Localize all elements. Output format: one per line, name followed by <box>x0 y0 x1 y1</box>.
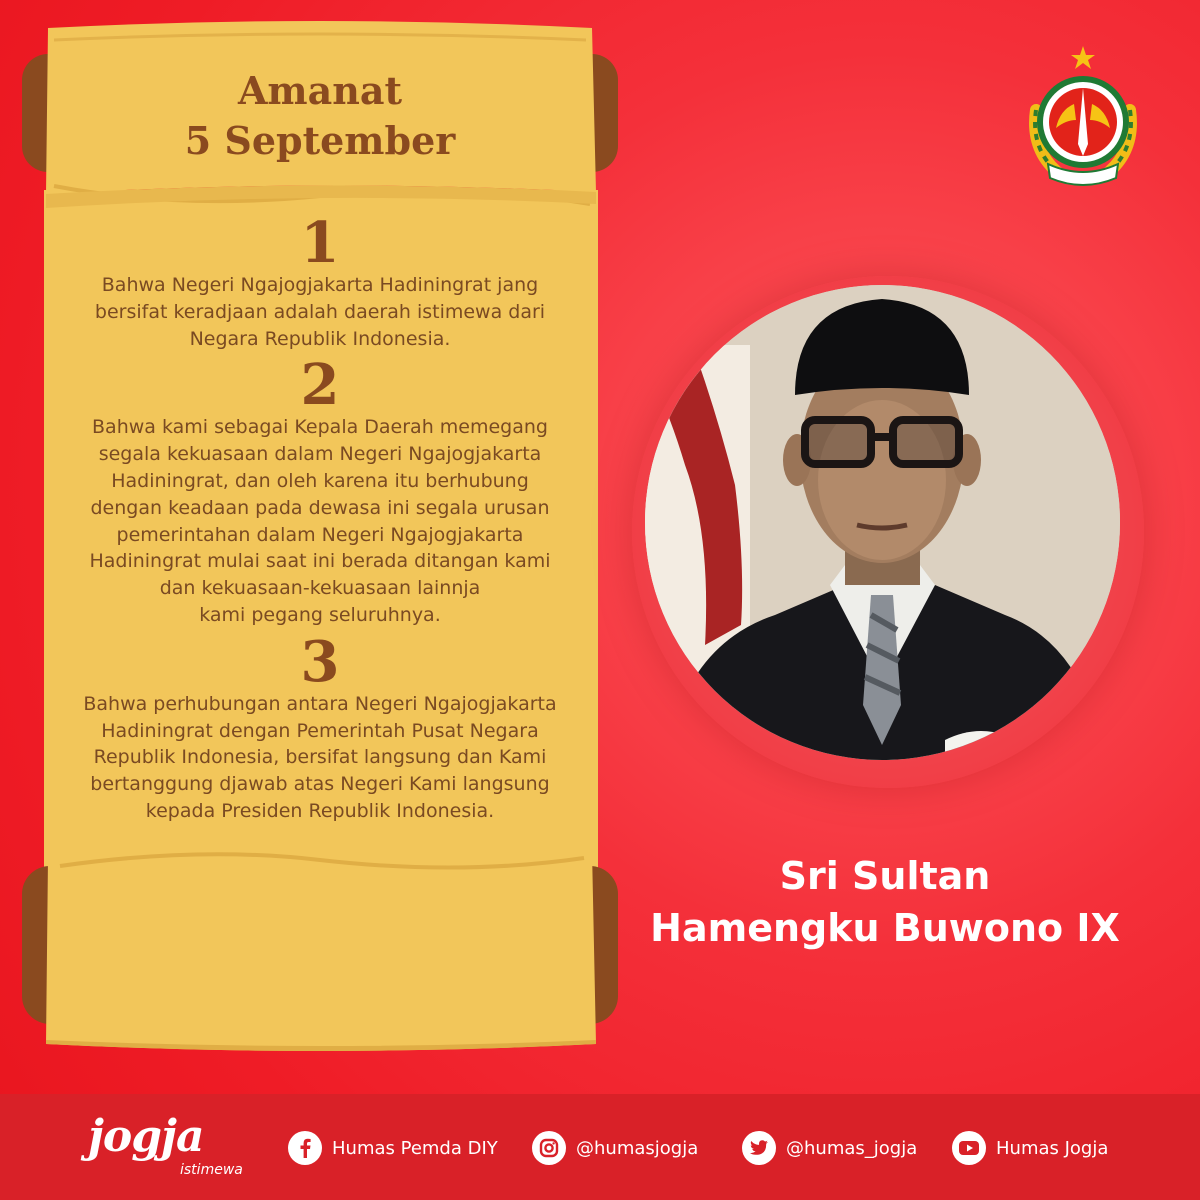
person-name <box>640 850 1130 954</box>
point-number: 2 <box>300 352 340 419</box>
footer-bar <box>0 1094 1200 1200</box>
scroll-panel <box>0 0 640 1080</box>
instagram-icon <box>532 1131 566 1165</box>
twitter-label: @humas_jogja <box>786 1137 918 1159</box>
point-line: Hadiningrat mulai saat ini berada ditangan kami <box>89 550 551 573</box>
brand-sub-text: istimewa <box>180 1162 243 1178</box>
point-line: dengan keadaan pada dewasa ini segala urusan <box>90 496 550 519</box>
social-instagram[interactable] <box>532 1128 698 1168</box>
point-number: 3 <box>300 628 340 695</box>
point-text <box>58 272 582 352</box>
point-line: Bahwa kami sebagai Kepala Daerah memegang <box>92 416 548 439</box>
point-line: Negara Republik Indonesia. <box>189 327 451 350</box>
point-item <box>58 352 582 628</box>
instagram-label: @humasjogja <box>576 1137 699 1159</box>
yogyakarta-emblem <box>1022 44 1144 194</box>
point-line: pemerintahan dalam Negeri Ngajogjakarta <box>116 523 524 546</box>
point-text <box>58 414 582 628</box>
point-line: Republik Indonesia, bersifat langsung dan Kami <box>93 746 547 769</box>
point-number: 1 <box>300 210 340 276</box>
scroll-title-line1: Amanat <box>237 68 403 113</box>
point-line: Hadiningrat, dan oleh karena itu berhubung <box>111 469 529 492</box>
youtube-icon <box>952 1131 986 1165</box>
person-name-line2: Hamengku Buwono IX <box>650 906 1120 950</box>
point-line: Hadiningrat dengan Pemerintah Pusat Negara <box>101 719 539 742</box>
social-youtube[interactable] <box>952 1128 1108 1168</box>
youtube-label: Humas Jogja <box>996 1137 1109 1159</box>
facebook-icon <box>288 1131 322 1165</box>
person-name-line1: Sri Sultan <box>779 854 991 898</box>
point-line: dan kekuasaan-kekuasaan lainnja <box>159 577 481 600</box>
point-line: bersifat keradjaan adalah daerah istimewa dari <box>94 300 546 323</box>
point-line: segala kekuasaan dalam Negeri Ngajogjakarta <box>98 443 542 466</box>
amanat-points <box>58 210 582 829</box>
twitter-icon <box>742 1131 776 1165</box>
point-item <box>58 210 582 352</box>
portrait-photo <box>645 285 1120 760</box>
jogja-istimewa-logo[interactable] <box>88 1112 258 1182</box>
point-line: Bahwa Negeri Ngajogjakarta Hadiningrat jang <box>101 274 539 296</box>
social-facebook[interactable] <box>288 1128 498 1168</box>
brand-main-text: jogja <box>88 1111 204 1162</box>
scroll-title-line2: 5 September <box>184 118 456 163</box>
social-twitter[interactable] <box>742 1128 917 1168</box>
point-line: kami pegang seluruhnya. <box>199 603 441 626</box>
point-line: Bahwa perhubungan antara Negeri Ngajogjakarta <box>83 692 557 715</box>
point-line: bertanggung djawab atas Negeri Kami langsung <box>90 773 550 796</box>
point-text <box>58 691 582 825</box>
portrait-illustration <box>645 285 1120 760</box>
facebook-label: Humas Pemda DIY <box>332 1137 498 1159</box>
scroll-title <box>40 66 600 166</box>
point-line: kepada Presiden Republik Indonesia. <box>145 799 495 822</box>
point-item <box>58 628 582 825</box>
